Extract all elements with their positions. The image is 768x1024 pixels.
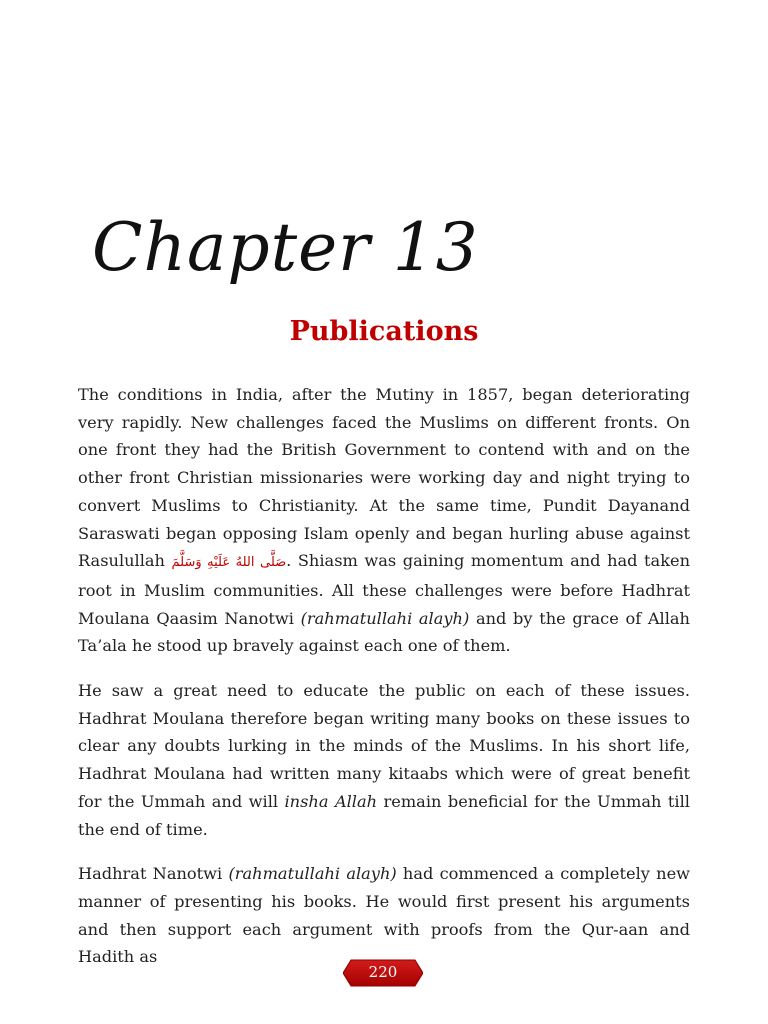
paragraph-1-text-c: and by the grace of Allah Ta’ala he stood up bravely against each one of them.: [78, 608, 690, 656]
paragraph-1-text-a: The conditions in India, after the Mutiny in 1857, began deteriorating very rapidly. New challenges faced the Muslims on different fronts. On one front they had the British Government to contend with and on the other front Christian missionaries were working day and night trying to convert Muslims to Christianity. At the same time, Pundit Dayanand Saraswati began opposing Islam openly and began hurling abuse against Rasulullah: [78, 385, 690, 571]
paragraph-2-text-a: He saw a great need to educate the public on each of these issues. Hadhrat Moulana therefore began writing many books on these issues to clear any doubts lurking in the minds of the Muslims. In his short life, Hadhrat Moulana had written many kitaabs which were of great benefit for the Ummah and will: [78, 681, 690, 811]
body-text: [78, 381, 690, 988]
paragraph-2: [78, 677, 690, 843]
paragraph-2-text-b: remain beneficial for the Ummah till the end of time.: [78, 791, 690, 839]
page-number-badge: [343, 959, 423, 987]
chapter-heading: Chapter 13: [92, 209, 479, 286]
paragraph-3-italic: (rahmatullahi alayh): [228, 864, 397, 884]
paragraph-3-text-a: Hadhrat Nanotwi: [78, 864, 229, 884]
section-title: Publications: [289, 316, 479, 347]
paragraph-2-italic: insha Allah: [284, 791, 378, 811]
paragraph-3: [78, 860, 690, 971]
paragraph-1-text-b: . Shiasm was gaining momentum and had taken root in Muslim communities. All these challenges were before Hadhrat Moulana Qaasim Nanotwi: [78, 551, 691, 628]
paragraph-3-text-b: had commenced a completely new manner of presenting his books. He would first present his arguments and then support each argument with proofs from the Qur-aan and Hadith as: [78, 864, 691, 967]
arabic-salutation: صَلَّى اللهُ عَلَيْهِ وَسَلَّمَ: [171, 555, 287, 571]
page-number: 220: [368, 963, 398, 981]
paragraph-1: [78, 381, 690, 660]
paragraph-1-italic: (rahmatullahi alayh): [300, 608, 470, 628]
